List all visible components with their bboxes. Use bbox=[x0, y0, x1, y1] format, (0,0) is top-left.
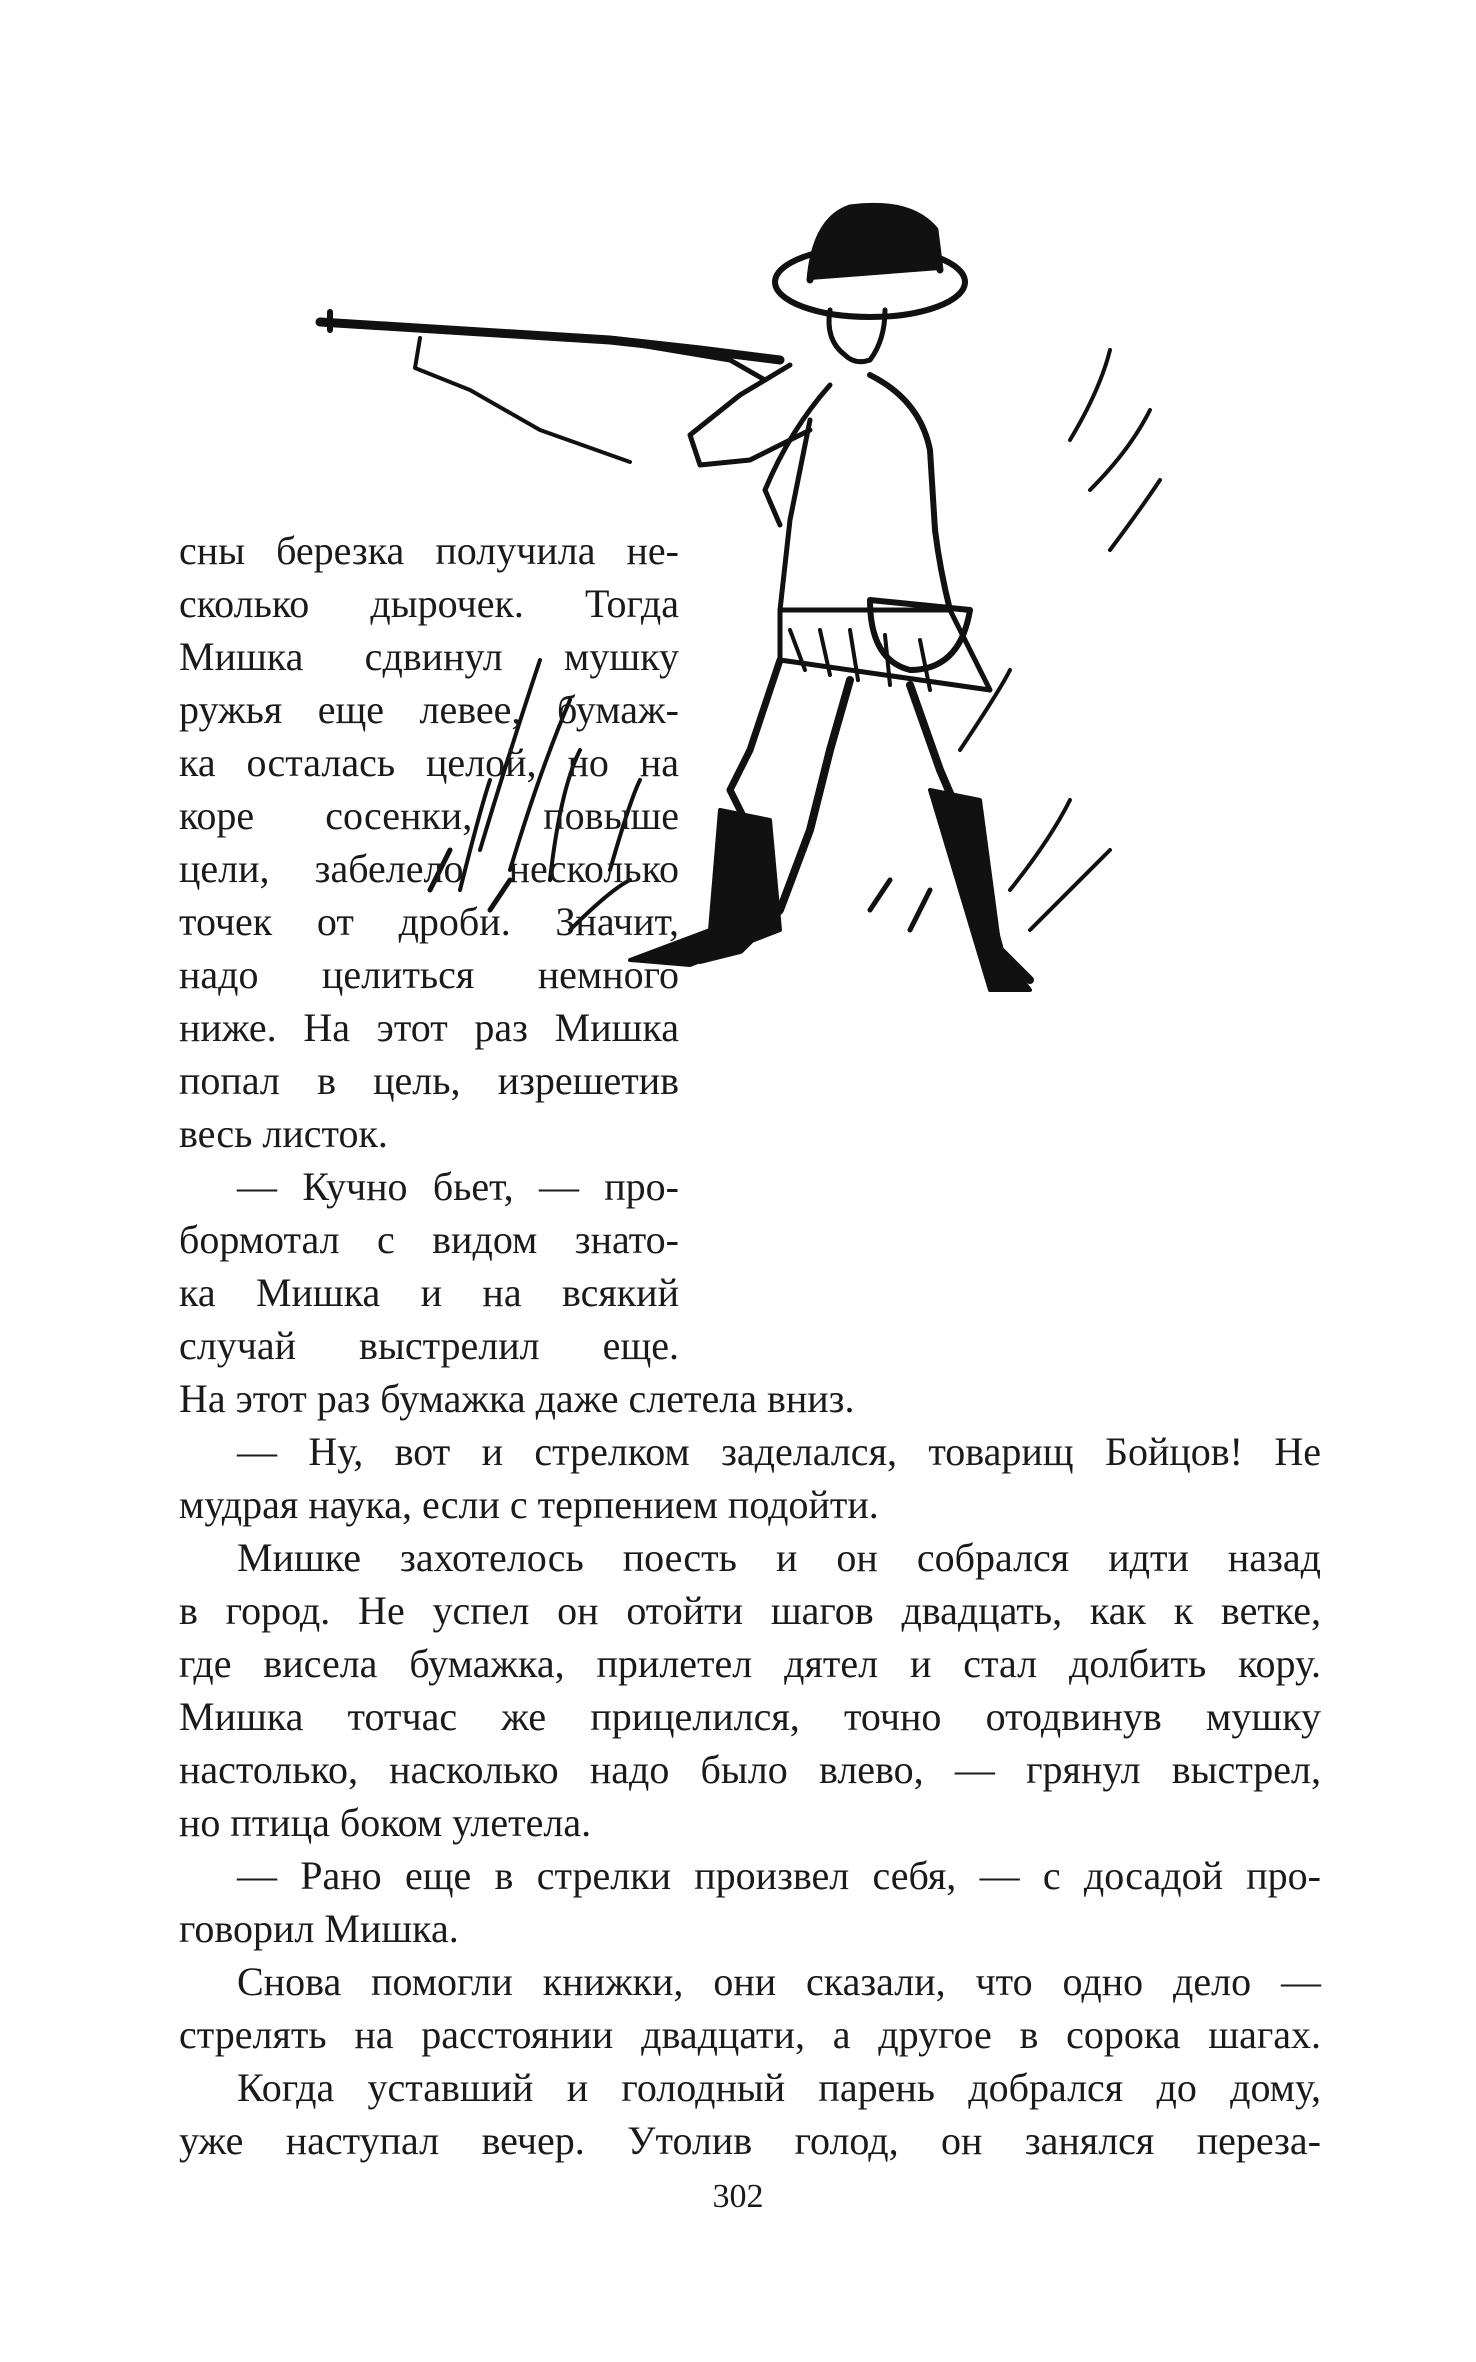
text-line: уже наступал вечер. Утолив голод, он занялся переза- bbox=[179, 2118, 1321, 2163]
text-line: стрелять на расстоянии двадцати, а другое в сорока шагах. bbox=[179, 2012, 1321, 2057]
text-line: точек от дроби. Значит, bbox=[179, 899, 679, 944]
narrow-text-column bbox=[179, 524, 679, 1372]
text-line: Мишка тотчас же прицелился, точно отодвинув мушку bbox=[179, 1694, 1321, 1739]
text-line: — Кучно бьет, — про- bbox=[237, 1164, 679, 1209]
text-line: в город. Не успел он отойти шагов двадцать, как к ветке, bbox=[179, 1588, 1321, 1633]
wide-text-block bbox=[179, 1372, 1321, 2167]
text-line: Когда уставший и голодный парень добрался до дому, bbox=[237, 2065, 1321, 2110]
text-line: Снова помогли книжки, они сказали, что одно дело — bbox=[237, 1959, 1321, 2004]
page-number: 302 bbox=[712, 2178, 764, 2215]
text-line: На этот раз бумажка даже слетела вниз. bbox=[179, 1376, 855, 1421]
text-line: бормотал с видом знато- bbox=[179, 1217, 679, 1262]
text-line: сколько дырочек. Тогда bbox=[179, 581, 679, 626]
text-line: попал в цель, изрешетив bbox=[179, 1058, 679, 1103]
text-line: коре сосенки, повыше bbox=[179, 793, 679, 838]
text-line: ружья еще левее, бумаж- bbox=[179, 687, 679, 732]
text-line: ка осталась целой, но на bbox=[179, 740, 679, 785]
text-line: где висела бумажка, прилетел дятел и стал долбить кору. bbox=[179, 1641, 1321, 1686]
text-line: — Рано еще в стрелки произвел себя, — с досадой про- bbox=[237, 1853, 1321, 1898]
text-line: Мишка сдвинул мушку bbox=[179, 634, 679, 679]
text-line: случай выстрелил еще. bbox=[179, 1323, 679, 1368]
text-line: ка Мишка и на всякий bbox=[179, 1270, 679, 1315]
text-line: цели, забелело несколько bbox=[179, 846, 679, 891]
text-line: но птица боком улетела. bbox=[179, 1800, 592, 1845]
text-line: весь листок. bbox=[179, 1111, 388, 1156]
text-line: настолько, насколько надо было влево, — грянул выстрел, bbox=[179, 1747, 1321, 1792]
text-line: говорил Мишка. bbox=[179, 1906, 459, 1951]
text-line: надо целиться немного bbox=[179, 952, 679, 997]
text-line: сны березка получила не- bbox=[179, 528, 679, 573]
text-line: Мишке захотелось поесть и он собрался идти назад bbox=[237, 1535, 1321, 1580]
text-line: мудрая наука, если с терпением подойти. bbox=[179, 1482, 879, 1527]
text-line: ниже. На этот раз Мишка bbox=[179, 1005, 679, 1050]
text-line: — Ну, вот и стрелком заделался, товарищ Бойцов! Не bbox=[237, 1429, 1321, 1474]
